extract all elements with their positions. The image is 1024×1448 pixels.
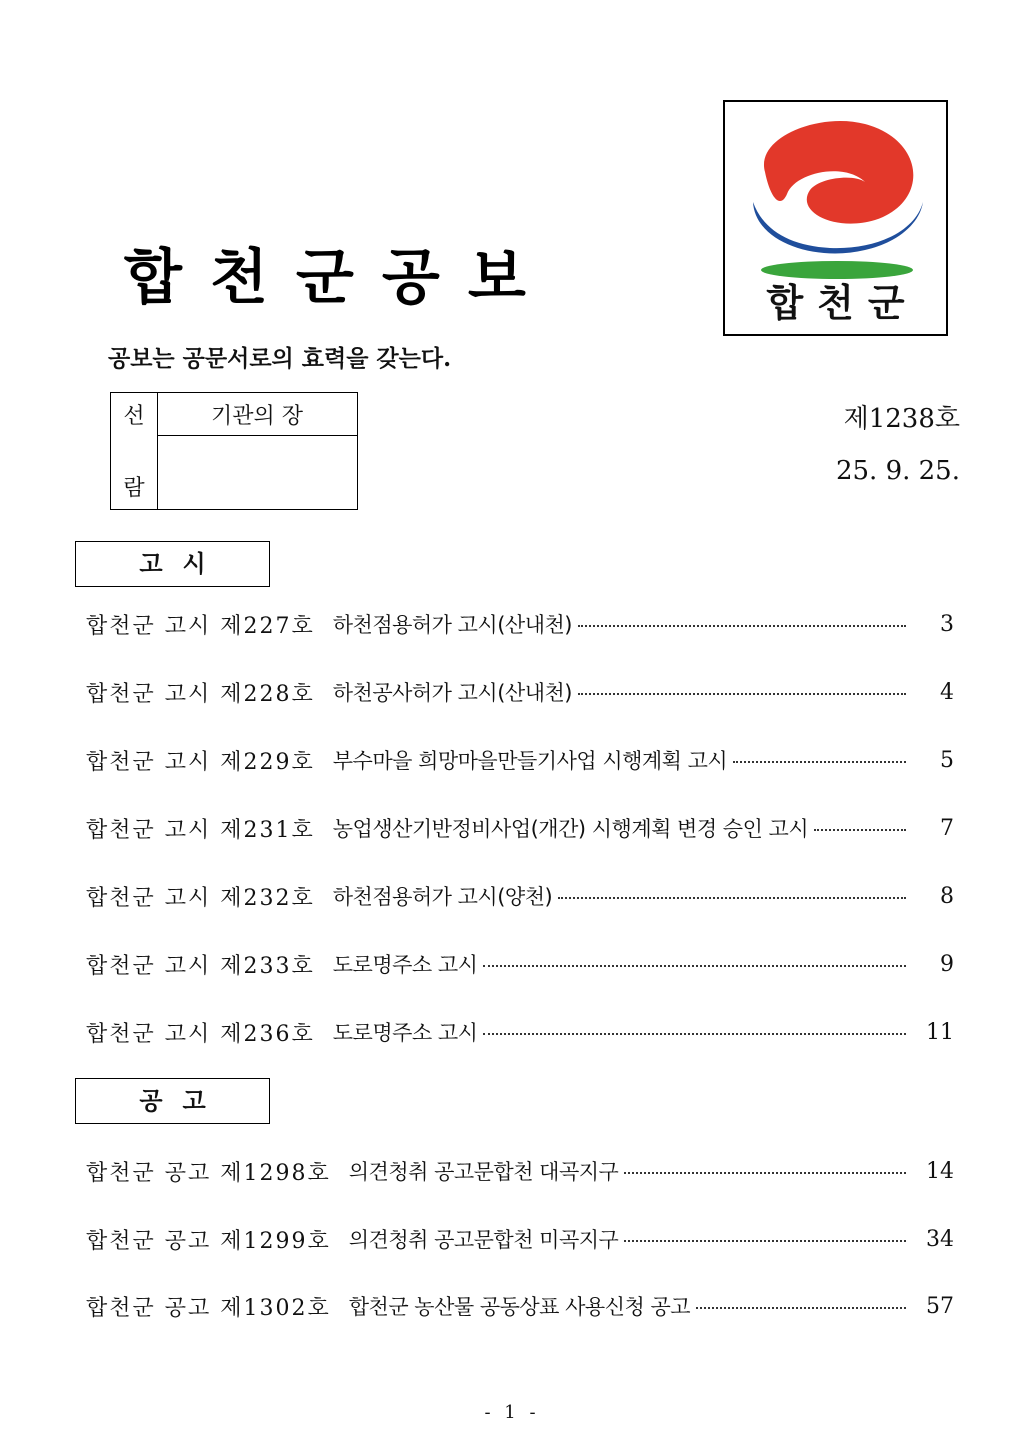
emblem-red-swirl xyxy=(764,121,913,224)
review-divider-horizontal xyxy=(157,435,357,436)
toc-entry-page: 34 xyxy=(926,1226,954,1252)
toc-leader-dots xyxy=(814,829,906,831)
toc-entry-title: 부수마을 희망마을만들기사업 시행계획 고시 xyxy=(332,749,728,773)
issue-date: 25. 9. 25. xyxy=(835,456,960,486)
section-header-announcements: 공고 xyxy=(75,1078,270,1124)
review-label-bottom: 람 xyxy=(123,476,145,501)
issue-number: 제1238호 xyxy=(843,404,960,434)
toc-entry-page: 5 xyxy=(940,747,954,773)
toc-leader-dots xyxy=(624,1172,906,1174)
toc-entry-page: 3 xyxy=(940,611,954,637)
review-header: 기관의 장 xyxy=(210,404,303,429)
toc-leader-dots xyxy=(558,897,906,899)
toc-entry[interactable] xyxy=(86,1153,954,1189)
toc-leader-dots xyxy=(733,761,906,763)
toc-entry-page: 9 xyxy=(940,951,954,977)
toc-entry[interactable] xyxy=(86,606,954,642)
logo-text: 합천군 xyxy=(766,281,919,325)
toc-leader-dots xyxy=(578,625,906,627)
toc-entry-source: 합천군 고시 제229호 xyxy=(86,749,315,775)
gazette-title: 합천군공보 xyxy=(124,243,554,313)
toc-entry-source: 합천군 공고 제1302호 xyxy=(86,1295,331,1321)
toc-entry-page: 11 xyxy=(926,1019,954,1045)
toc-entry-source: 합천군 고시 제231호 xyxy=(86,817,315,843)
toc-entry[interactable] xyxy=(86,1221,954,1257)
toc-leader-dots xyxy=(483,1033,906,1035)
toc-entry-source: 합천군 고시 제236호 xyxy=(86,1021,315,1047)
toc-entry-title: 하천점용허가 고시(양천) xyxy=(332,885,553,909)
toc-entry[interactable] xyxy=(86,946,954,982)
review-label-top: 선 xyxy=(123,404,145,429)
toc-entry-source: 합천군 공고 제1298호 xyxy=(86,1160,331,1186)
toc-entry-title: 도로명주소 고시 xyxy=(332,1021,478,1045)
toc-entry[interactable] xyxy=(86,1014,954,1050)
toc-entry-title: 하천공사허가 고시(산내천) xyxy=(332,681,572,705)
toc-entry-source: 합천군 고시 제232호 xyxy=(86,885,315,911)
toc-entry-title: 합천군 농산물 공동상표 사용신청 공고 xyxy=(348,1295,691,1319)
toc-leader-dots xyxy=(578,693,906,695)
page-number: - 1 - xyxy=(484,1402,540,1423)
toc-entry-title: 하천점용허가 고시(산내천) xyxy=(332,613,572,637)
toc-entry-source: 합천군 공고 제1299호 xyxy=(86,1228,331,1254)
toc-entry-page: 7 xyxy=(940,815,954,841)
toc-entry[interactable] xyxy=(86,674,954,710)
toc-entry-source: 합천군 고시 제233호 xyxy=(86,953,315,979)
toc-leader-dots xyxy=(483,965,906,967)
toc-entry-title: 농업생산기반정비사업(개간) 시행계획 변경 승인 고시 xyxy=(332,817,809,841)
toc-entry[interactable] xyxy=(86,878,954,914)
toc-leader-dots xyxy=(696,1307,906,1309)
toc-entry-page: 14 xyxy=(926,1158,954,1184)
toc-entry-page: 8 xyxy=(940,883,954,909)
toc-leader-dots xyxy=(624,1240,906,1242)
toc-entry-page: 57 xyxy=(926,1293,954,1319)
toc-entry-title: 의견청취 공고문합천 미곡지구 xyxy=(348,1228,619,1252)
county-logo xyxy=(723,100,948,336)
toc-entry[interactable] xyxy=(86,810,954,846)
section-header-notices: 고시 xyxy=(75,541,270,587)
toc-entry-source: 합천군 고시 제228호 xyxy=(86,681,315,707)
gazette-subtitle: 공보는 공문서로의 효력을 갖는다. xyxy=(108,345,452,372)
review-box xyxy=(110,392,358,510)
toc-entry[interactable] xyxy=(86,742,954,778)
toc-entry-title: 도로명주소 고시 xyxy=(332,953,478,977)
toc-entry-page: 4 xyxy=(940,679,954,705)
toc-entry-source: 합천군 고시 제227호 xyxy=(86,613,315,639)
toc-entry[interactable] xyxy=(86,1288,954,1324)
toc-entry-title: 의견청취 공고문합천 대곡지구 xyxy=(348,1160,619,1184)
